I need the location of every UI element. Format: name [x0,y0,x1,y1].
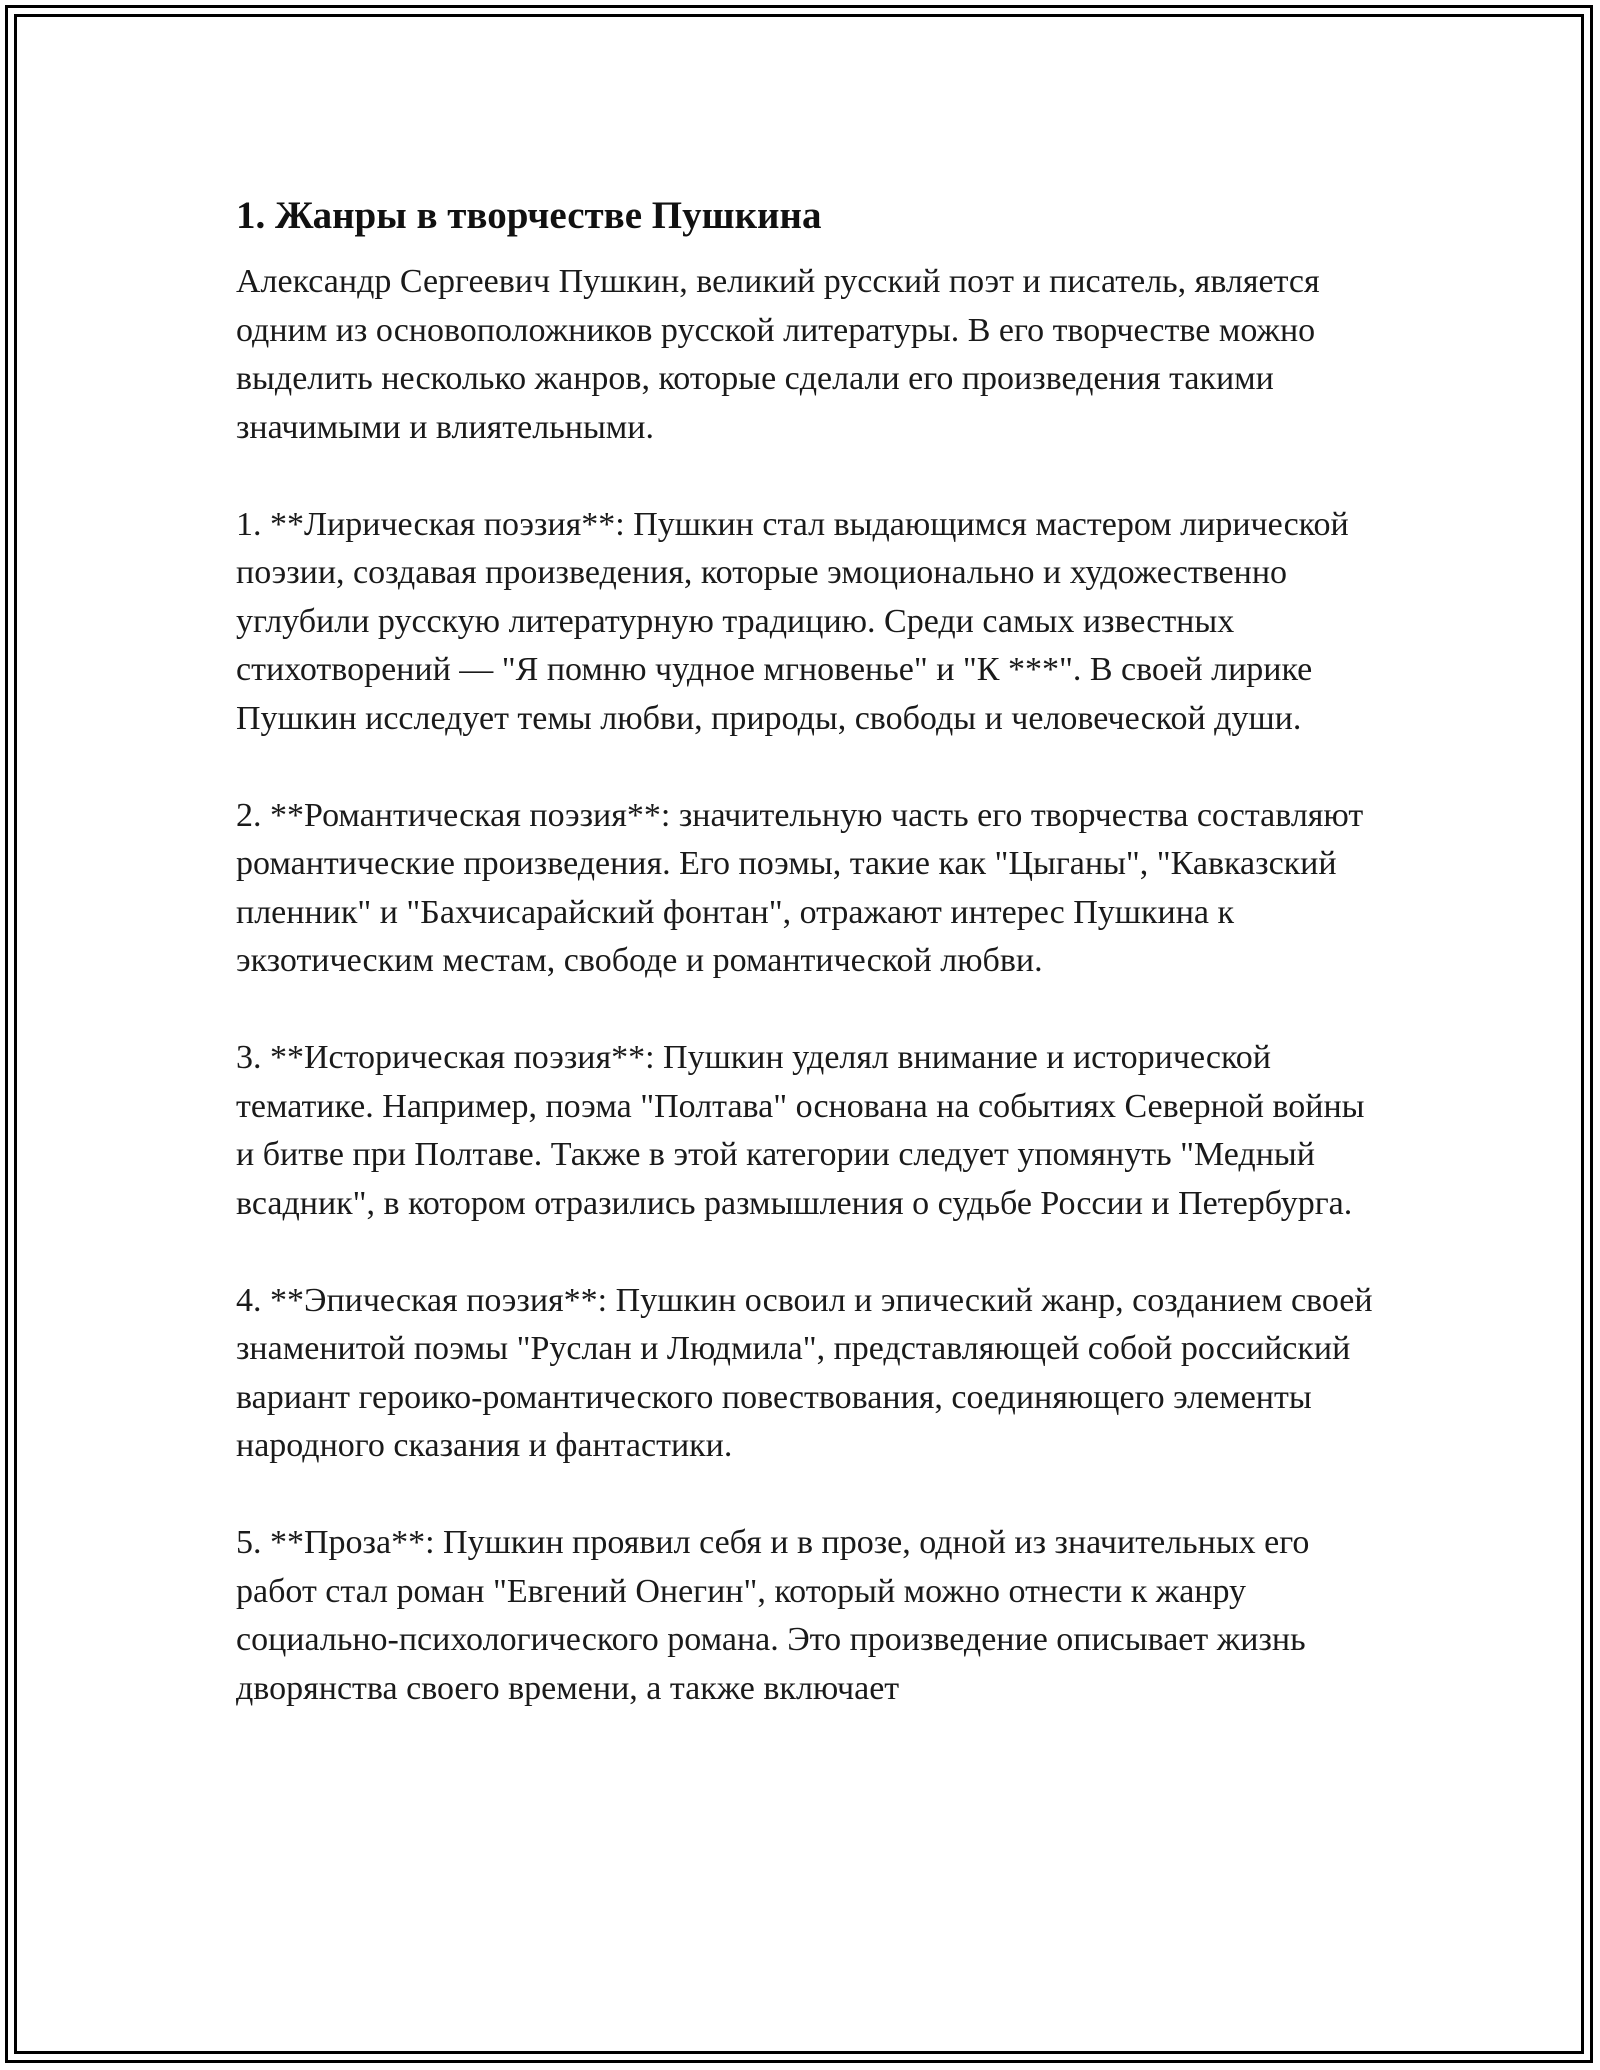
document-title: 1. Жанры в творчестве Пушкина [236,194,822,237]
paragraph-historical-poetry: 3. **Историческая поэзия**: Пушкин уделял внимание и исторической тематике. Например, поэма "Полтава" основана на событиях Северной войны и битве при Полтаве. Также в этой категории следует упомянуть "Медный всадник", в котором отразились размышления о судьбе России и Петербурга. [236,1039,1365,1222]
paragraph-lyric-poetry: 1. **Лирическая поэзия**: Пушкин стал выдающимся мастером лирической поэзии, создавая произведения, которые эмоционально и художественно углубили русскую литературную традицию. Среди самых известных стихотворений — "Я помню чудное мгновенье" и "К ***". В своей лирике Пушкин исследует темы любви, природы, свободы и человеческой души. [236,505,1349,737]
paragraph-intro: Александр Сергеевич Пушкин, великий русский поэт и писатель, является одним из основоположников русской литературы. В его творчестве можно выделить несколько жанров, которые сделали его произведения такими значимыми и влиятельными. [236,263,1320,446]
paragraph-romantic-poetry: 2. **Романтическая поэзия**: значительную часть его творчества составляют романтические произведения. Его поэмы, такие как "Цыганы", "Кавказский пленник" и "Бахчисарайский фонтан", отражают интерес Пушкина к экзотическим местам, свободе и романтической любви. [236,796,1364,979]
document-body [236,188,1376,1762]
paragraph-epic-poetry: 4. **Эпическая поэзия**: Пушкин освоил и эпический жанр, созданием своей знаменитой поэмы "Руслан и Людмила", представляющей собой российский вариант героико-романтического повествования, соединяющего элементы народного сказания и фантастики. [236,1281,1373,1464]
paragraph-prose: 5. **Проза**: Пушкин проявил себя и в прозе, одной из значительных его работ стал роман "Евгений Онегин", который можно отнести к жанру социально-психологического романа. Это произведение описывает жизнь дворянства своего времени, а также включает [236,1524,1310,1707]
